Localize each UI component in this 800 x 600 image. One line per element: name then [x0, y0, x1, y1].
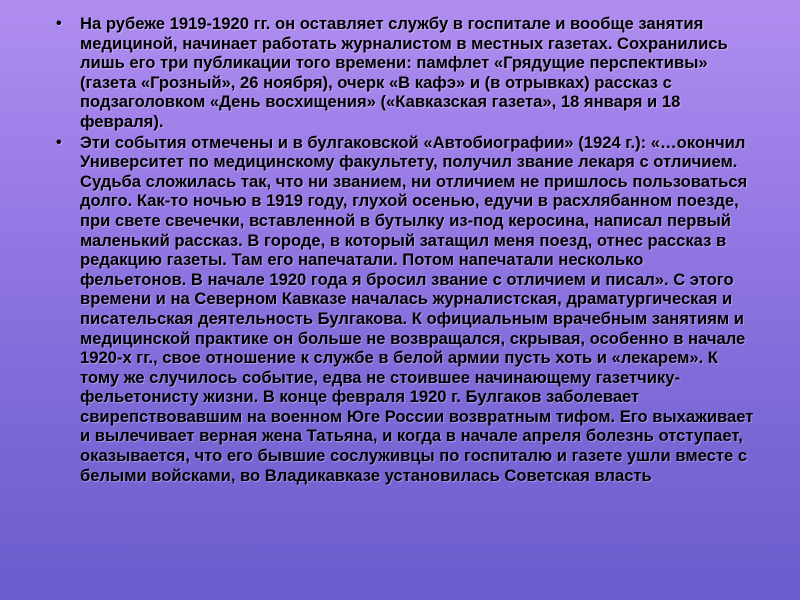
bullet-list — [56, 14, 754, 485]
bullet-item-2 — [56, 133, 754, 486]
bullet-item-1 — [56, 14, 754, 132]
paragraph-text: На рубеже 1919-1920 гг. он оставляет службу в госпитале и вообще занятия медициной, начинает работать журналистом в местных газетах. Сохранились лишь его три публикации того времени: памфлет «Грядущие перспективы» (газета «Грозный», 26 ноября), очерк «В кафэ» и (в отрывках) рассказ с подзаголовком «День восхищения» («Кавказская газета», 18 января и 18 февраля). — [80, 14, 728, 131]
bullet-dot-icon: • — [56, 133, 62, 151]
bullet-dot-icon: • — [56, 15, 62, 32]
paragraph-text: Эти события отмечены и в булгаковской «Автобиографии» (1924 г.): «…окончил Университет по медицинскому факультету, получил звание лекаря с отличием. Судьба сложилась так, что ни званием, ни отличием не пришлось пользоваться долго. Как-то ночью в 1919 году, глухой осенью, едучи в расхлябанном поезде, при свете свечечки, вставленной в бутылку из-под керосина, написал первый маленький рассказ. В городе, в который затащил меня поезд, отнес рассказ в редакцию газеты. Там его напечатали. Потом напечатали несколько фельетонов. В начале 1920 года я бросил звание с отличием и писал». С этого времени и на Северном Кавказе началась журналистская, драматургическая и писательская деятельность Булгакова. К официальным врачебным занятиям и медицинской практике он больше не возвращался, скрывая, особенно в начале 1920-х гг., свое отношение к службе в белой армии пусть хоть и «лекарем». К тому же случилось событие, едва не стоившее начинающему газетчику-фельетонисту жизни. В конце февраля 1920 г. Булгаков заболевает свирепствовавшим на военном Юге России возвратным тифом. Его выхаживает и вылечивает верная жена Татьяна, и когда в начале апреля болезнь отступает, оказывается, что его бывшие сослуживцы по госпиталю и газете ушли вместе с белыми войсками, во Владикавказе установилась Советская власть — [80, 132, 754, 485]
